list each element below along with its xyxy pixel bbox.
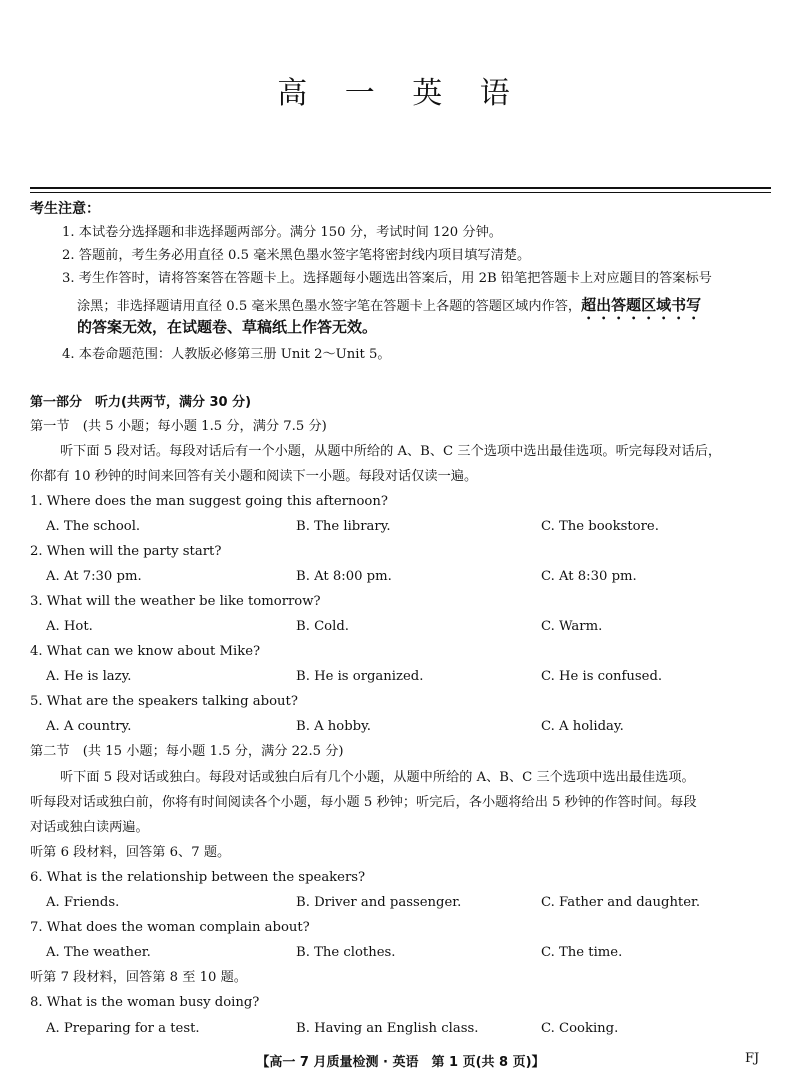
section-2-instructions-line-1: 听下面 5 段对话或独白。每段对话或独白后有几个小题，从题中所给的 A、B、C 三个选项中选出最佳选项。 bbox=[60, 770, 695, 785]
question-6: 6. What is the relationship between the speakers? bbox=[30, 870, 366, 885]
notice-heading: 考生注意： bbox=[30, 201, 100, 217]
question-2-option-b: B. At 8:00 pm. bbox=[296, 569, 392, 584]
question-4-option-c: C. He is confused. bbox=[541, 669, 663, 684]
question-4: 4. What can we know about Mike? bbox=[30, 644, 261, 659]
notice-item-3: 3. 考生作答时，请将答案答在答题卡上。选择题每小题选出答案后，用 2B 铅笔把答题卡上对应题目的答案标号 bbox=[62, 271, 712, 286]
notice-item-2: 2. 答题前，考生务必用直径 0.5 毫米黑色墨水签字笔将密封线内项目填写清楚。 bbox=[62, 248, 531, 263]
question-8: 8. What is the woman busy doing? bbox=[30, 995, 260, 1010]
question-2-option-a: A. At 7:30 pm. bbox=[46, 569, 142, 584]
question-7: 7. What does the woman complain about? bbox=[30, 920, 310, 935]
question-4-option-a: A. He is lazy. bbox=[46, 669, 132, 684]
question-3: 3. What will the weather be like tomorrow? bbox=[30, 594, 321, 609]
notice-item-1: 1. 本试卷分选择题和非选择题两部分。满分 150 分，考试时间 120 分钟。 bbox=[62, 225, 502, 240]
question-2-option-c: C. At 8:30 pm. bbox=[541, 569, 637, 584]
question-8-option-b: B. Having an English class. bbox=[296, 1021, 479, 1036]
footer-code: FJ bbox=[745, 1051, 760, 1066]
notice-item-3-warning: 的答案无效，在试题卷、草稿纸上作答无效。 bbox=[77, 318, 378, 336]
double-rule-top bbox=[30, 187, 771, 189]
question-8-option-c: C. Cooking. bbox=[541, 1021, 619, 1036]
question-5-option-b: B. A hobby. bbox=[296, 719, 371, 734]
notice-item-3-emphasis: 超出答题区域书写 bbox=[581, 296, 702, 314]
question-7-option-a: A. The weather. bbox=[46, 945, 151, 960]
question-3-option-c: C. Warm. bbox=[541, 619, 603, 634]
notice-item-4: 4. 本卷命题范围：人教版必修第三册 Unit 2～Unit 5。 bbox=[62, 347, 391, 362]
page-footer: 【高一 7 月质量检测 · 英语 第 1 页(共 8 页)】 bbox=[256, 1055, 545, 1070]
material-7-heading: 听第 7 段材料，回答第 8 至 10 题。 bbox=[30, 970, 247, 985]
question-4-option-b: B. He is organized. bbox=[296, 669, 424, 684]
question-1: 1. Where does the man suggest going this afternoon? bbox=[30, 494, 388, 509]
section-2-instructions-line-2: 听每段对话或独白前，你将有时间阅读各个小题，每小题 5 秒钟；听完后，各小题将给出 5 秒钟的作答时间。每段 bbox=[30, 795, 697, 810]
section-1-title: 第一节 (共 5 小题；每小题 1.5 分，满分 7.5 分) bbox=[30, 419, 327, 434]
question-1-option-c: C. The bookstore. bbox=[541, 519, 659, 534]
question-1-option-a: A. The school. bbox=[46, 519, 141, 534]
part-1-title: 第一部分 听力(共两节，满分 30 分) bbox=[30, 395, 252, 410]
question-6-option-c: C. Father and daughter. bbox=[541, 895, 701, 910]
notice-item-3-plain: 涂黑；非选择题请用直径 0.5 毫米黑色墨水签字笔在答题卡上各题的答题区域内作答， bbox=[77, 299, 582, 314]
section-2-instructions-line-3: 对话或独白读两遍。 bbox=[30, 820, 149, 835]
question-5-option-c: C. A holiday. bbox=[541, 719, 624, 734]
question-3-option-b: B. Cold. bbox=[296, 619, 349, 634]
double-rule-bottom bbox=[30, 192, 771, 193]
question-2: 2. When will the party start? bbox=[30, 544, 222, 559]
question-5: 5. What are the speakers talking about? bbox=[30, 694, 298, 709]
question-6-option-b: B. Driver and passenger. bbox=[296, 895, 462, 910]
question-8-option-a: A. Preparing for a test. bbox=[46, 1021, 200, 1036]
section-1-instructions-line-2: 你都有 10 秒钟的时间来回答有关小题和阅读下一小题。每段对话仅读一遍。 bbox=[30, 469, 478, 484]
question-1-option-b: B. The library. bbox=[296, 519, 391, 534]
section-2-title: 第二节 (共 15 小题；每小题 1.5 分，满分 22.5 分) bbox=[30, 744, 344, 759]
question-7-option-b: B. The clothes. bbox=[296, 945, 396, 960]
question-3-option-a: A. Hot. bbox=[46, 619, 93, 634]
section-1-instructions-line-1: 听下面 5 段对话。每段对话后有一个小题，从题中所给的 A、B、C 三个选项中选出最佳选项。听完每段对话后， bbox=[60, 444, 722, 459]
question-5-option-a: A. A country. bbox=[46, 719, 132, 734]
question-6-option-a: A. Friends. bbox=[46, 895, 120, 910]
material-6-heading: 听第 6 段材料，回答第 6、7 题。 bbox=[30, 845, 231, 860]
page-title: 高 一 英 语 bbox=[277, 76, 524, 111]
question-7-option-c: C. The time. bbox=[541, 945, 623, 960]
